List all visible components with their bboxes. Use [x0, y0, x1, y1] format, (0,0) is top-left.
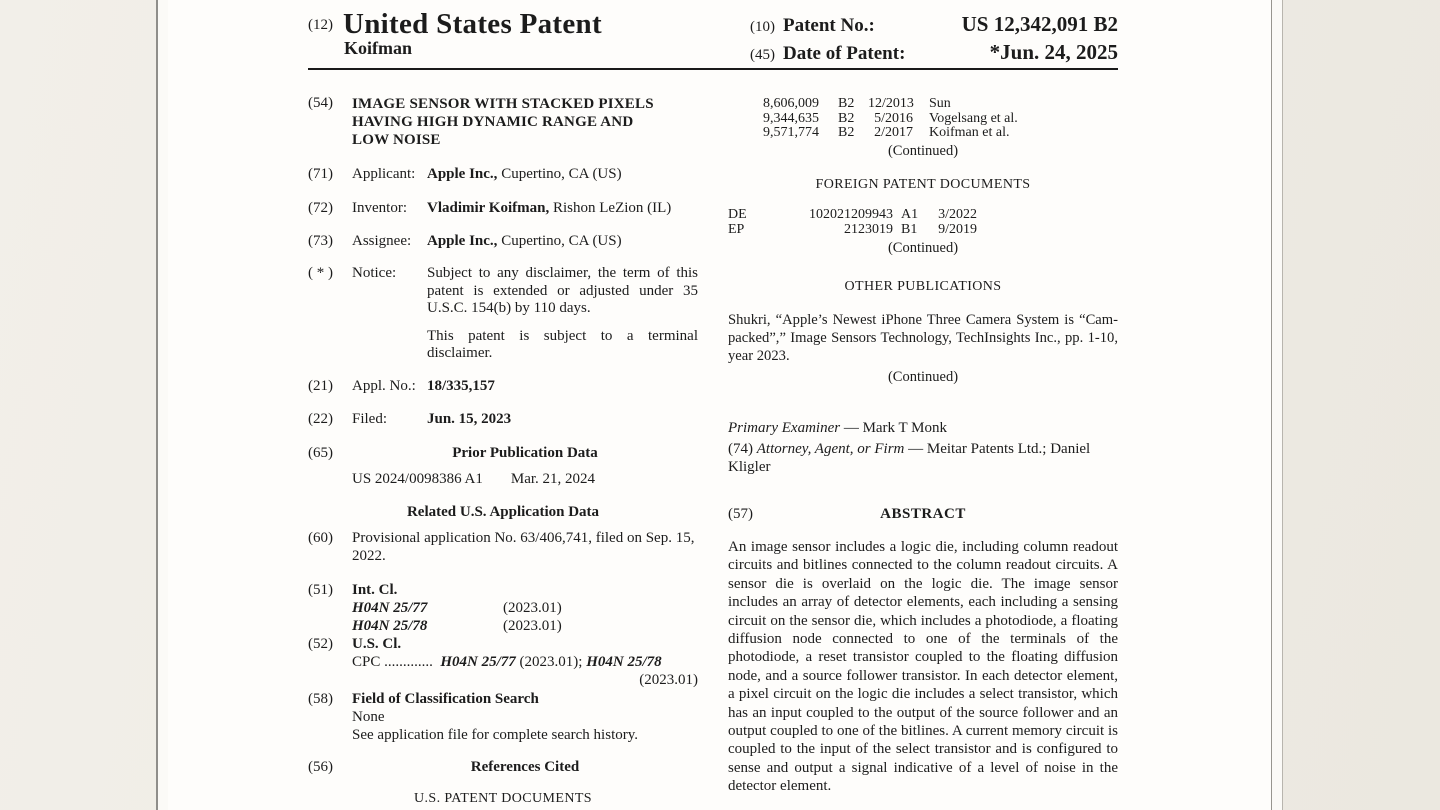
ref-number: 8,606,009 [763, 96, 819, 111]
field-code-56: (56) [308, 759, 333, 775]
foreign-documents-heading: FOREIGN PATENT DOCUMENTS [815, 177, 1031, 192]
prior-publication-number: US 2024/0098386 A1 [352, 471, 483, 487]
attorney-line: (74) Attorney, Agent, or Firm — Meitar Patents Ltd.; Daniel Kligler [728, 441, 1091, 475]
filed-value: Jun. 15, 2023 [427, 411, 512, 427]
appl-no-value: 18/335,157 [427, 378, 495, 394]
related-application-heading: Related U.S. Application Data [406, 504, 600, 520]
field-code-54: (54) [308, 95, 333, 111]
header-right [750, 12, 1118, 68]
cpc-class-1: H04N 25/77 [440, 654, 516, 670]
ref-name: Vogelsang et al. [929, 110, 1018, 126]
field-60-provisional [308, 530, 698, 565]
ref-kind: A1 [901, 207, 919, 222]
inventor-label: Inventor: [352, 200, 407, 216]
ref-date: 5/2016 [874, 110, 913, 126]
field-58-search [308, 691, 698, 709]
us-patent-documents-heading: U.S. PATENT DOCUMENTS [414, 791, 592, 806]
notice-paragraph-2: This patent is subject to a terminal disclaimer. [427, 327, 698, 362]
field-code-57: (57) [728, 506, 753, 522]
patent-number-label: Patent No.: [783, 15, 875, 36]
ref-number: 102021209943 [809, 207, 893, 222]
foreign-refs-continued: (Continued) [887, 240, 959, 256]
ref-date: 3/2022 [938, 207, 977, 222]
us-refs-continued: (Continued) [887, 143, 959, 159]
ref-kind: B2 [838, 96, 855, 111]
other-publications-text: Shukri, “Apple’s Newest iPhone Three Camera System is “Cam-packed”,” Image Sensors Technology, TechInsights Inc., pp. 1-10, year 2023. [728, 312, 1118, 364]
header-left [308, 8, 602, 41]
int-cl-entry [352, 600, 698, 618]
ref-name: Koifman et al. [929, 125, 1010, 140]
field-code-21: (21) [308, 378, 333, 394]
assignee-value: Apple Inc., Cupertino, CA (US) [427, 233, 622, 249]
ref-kind: B2 [838, 110, 855, 126]
us-reference-row [728, 112, 1118, 127]
field-56-references [308, 759, 698, 777]
cpc-class-2: H04N 25/78 [586, 654, 662, 670]
patent-number-row [750, 12, 1118, 37]
document-title: United States Patent [343, 8, 602, 40]
abstract-heading-row [728, 506, 1118, 524]
filed-label: Filed: [352, 411, 388, 427]
ref-country: EP [728, 221, 745, 237]
page-edge-line-right-outer [1282, 0, 1283, 810]
cpc-version-1: (2023.01); [519, 654, 583, 670]
field-code-51: (51) [308, 582, 333, 598]
foreign-references-table [728, 208, 1118, 237]
field-52-us-cl [308, 636, 698, 654]
patent-date-label: Date of Patent: [783, 43, 906, 64]
attorney-value: Meitar Patents Ltd.; Daniel Kligler [728, 441, 1091, 475]
us-reference-row [728, 126, 1118, 141]
ref-date: 9/2019 [938, 221, 977, 237]
patent-date-value: *Jun. 24, 2025 [989, 40, 1118, 64]
header-rule [308, 68, 1118, 70]
field-code-74: (74) [728, 441, 753, 457]
int-cl-entry [352, 618, 698, 636]
applicant-value: Apple Inc., Cupertino, CA (US) [427, 166, 622, 182]
field-code-10: (10) [750, 19, 775, 35]
ref-number: 9,571,774 [763, 125, 819, 140]
field-code-12: (12) [308, 17, 333, 33]
field-code-71: (71) [308, 166, 333, 182]
field-code-52: (52) [308, 636, 333, 652]
ref-number: 9,344,635 [763, 110, 819, 126]
primary-examiner-name: Mark T Monk [862, 420, 948, 436]
cpc-continuation: (2023.01) [639, 672, 698, 688]
cpc-label: CPC [352, 654, 381, 670]
field-code-72: (72) [308, 200, 333, 216]
assignee-label: Assignee: [352, 233, 412, 249]
abstract-text: An image sensor includes a logic die, including column readout circuits and bitlines connected to the column readout circuits. A sensor die is overlaid on the logic die. The image sensor includes an array of detector elements, each including a sensing circuit on the sensor die, which includes a photodiode, a floating diffusion node connected to one of the terminals of the photodiode, a reset transistor coupled to the floating diffusion node, and a source follower transistor. In each detector element, a pixel circuit on the logic die includes a select transistor, which has an input coupled to the output of the source follower and an output coupled to one of the bitlines. A current memory circuit is coupled to the input of the select transistor and is configured to sense and output a signal indicative of a level of noise in the detector element. [728, 539, 1118, 795]
header-inventor-surname: Koifman [344, 38, 413, 58]
provisional-text: Provisional application No. 63/406,741, filed on Sep. 15, 2022. [352, 530, 695, 564]
foreign-reference-row [728, 223, 1118, 238]
field-notice [308, 265, 698, 363]
applicant-label: Applicant: [352, 166, 416, 182]
ref-date: 2/2017 [874, 125, 913, 140]
us-references-table [728, 97, 1118, 141]
inventor-value: Vladimir Koifman, Rishon LeZion (IL) [427, 200, 672, 216]
patent-date-row [750, 40, 1118, 65]
ref-country: DE [728, 207, 747, 222]
us-cl-label: U.S. Cl. [352, 636, 402, 652]
invention-title: IMAGE SENSOR WITH STACKED PIXELS HAVING HIGH DYNAMIC RANGE AND LOW NOISE [352, 96, 654, 148]
field-code-45: (45) [750, 47, 775, 63]
patent-number-value: US 12,342,091 B2 [961, 12, 1118, 36]
ref-date: 12/2013 [868, 96, 914, 111]
cpc-leader-dots: ............. [384, 654, 433, 670]
field-72-inventor [308, 200, 698, 218]
ref-kind: B1 [901, 221, 918, 237]
field-71-applicant [308, 166, 698, 184]
search-none: None [352, 709, 385, 725]
search-label: Field of Classification Search [352, 691, 539, 707]
prior-publication-date: Mar. 21, 2024 [510, 471, 596, 487]
field-code-22: (22) [308, 411, 333, 427]
primary-examiner-line: Primary Examiner — Mark T Monk [728, 420, 948, 436]
other-pubs-continued: (Continued) [887, 369, 959, 385]
patent-front-page [168, 0, 1271, 810]
field-code-asterisk: ( * ) [308, 265, 333, 281]
ref-kind: B2 [838, 125, 855, 140]
field-21-appl-no [308, 378, 698, 396]
field-73-assignee [308, 233, 698, 251]
abstract-heading: ABSTRACT [880, 506, 966, 522]
notice-text [427, 265, 698, 363]
primary-examiner-label: Primary Examiner [728, 420, 841, 436]
other-publications-heading: OTHER PUBLICATIONS [844, 279, 1002, 294]
notice-paragraph-1: Subject to any disclaimer, the term of this patent is extended or adjusted under 35 U.S.C. 154(b) by 110 days. [427, 265, 698, 317]
prior-publication-heading: Prior Publication Data [452, 445, 598, 461]
us-reference-row [728, 97, 1118, 112]
field-51-int-cl [308, 582, 698, 600]
appl-no-label: Appl. No.: [352, 378, 416, 394]
cpc-line [352, 654, 698, 672]
references-cited-heading: References Cited [470, 759, 580, 775]
field-65-heading-row [308, 445, 698, 463]
page-edge-strip-right [1272, 0, 1282, 810]
int-cl-class: H04N 25/78 [352, 618, 428, 634]
field-code-60: (60) [308, 530, 333, 546]
int-cl-class: H04N 25/77 [352, 600, 428, 616]
search-history-note: See application file for complete search history. [352, 727, 639, 743]
field-22-filed [308, 411, 698, 429]
field-code-58: (58) [308, 691, 333, 707]
ref-name: Sun [929, 96, 951, 111]
prior-publication-entry [352, 471, 595, 489]
ref-number: 2123019 [844, 221, 893, 237]
field-54-title [308, 95, 698, 149]
int-cl-version: (2023.01) [503, 600, 562, 616]
page-edge-strip-left [158, 0, 168, 810]
int-cl-label: Int. Cl. [352, 582, 398, 598]
attorney-label: Attorney, Agent, or Firm [756, 441, 905, 457]
foreign-reference-row [728, 208, 1118, 223]
field-code-65: (65) [308, 445, 333, 461]
int-cl-version: (2023.01) [503, 618, 562, 634]
field-code-73: (73) [308, 233, 333, 249]
notice-label: Notice: [352, 265, 397, 281]
